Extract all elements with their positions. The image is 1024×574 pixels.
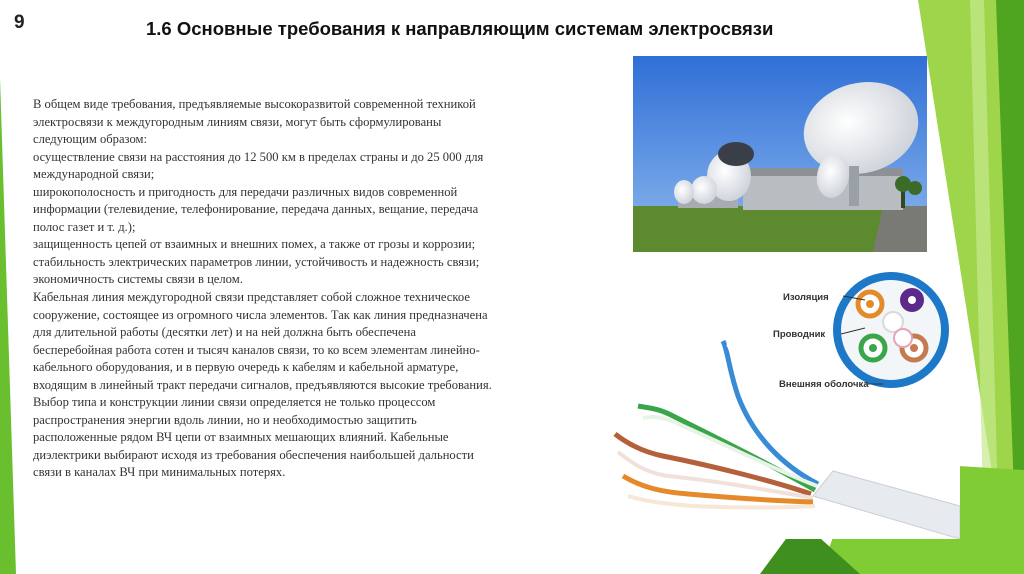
- body-line: В общем виде требования, предъявляемые высокоразвитой современной техникой: [33, 97, 476, 111]
- body-line: следующим образом:: [33, 132, 147, 147]
- body-line: информации (телевидение, телефонирование, передача данных, вещание, передача: [33, 202, 479, 217]
- body-line: диэлектрики выбирают исходя из требования обеспечения наибольшей дальности: [33, 447, 474, 462]
- body-line: широкополосность и пригодность для передачи различных видов современной: [33, 184, 458, 199]
- body-line: бесперебойная работа сотен и тысяч каналов связи, то ко всем элементам линейно-: [33, 342, 480, 357]
- slide-number: 9: [14, 12, 25, 33]
- body-line: электросвязи к междугородным линиям связи, могут быть сформулированы: [33, 114, 442, 129]
- body-text: [33, 96, 593, 482]
- cable-cross-section-image: [603, 266, 960, 539]
- body-line: защищенность цепей от взаимных и внешних помех, а также от грозы и коррозии;: [33, 237, 476, 252]
- body-line: связи в каналах ВЧ при минимальных потерях.: [33, 465, 286, 480]
- body-line: входящим в линейный тракт передачи сигналов, предъявляются высокие требования.: [33, 377, 492, 392]
- body-line: стабильность электрических параметров линии, устойчивость и надежность связи;: [33, 254, 480, 269]
- body-line: распространения энергии вдоль линии, но и необходимостью защитить: [33, 412, 417, 427]
- body-line: международной связи;: [33, 167, 155, 182]
- slide-title: 1.6 Основные требования к направляющим системам электросвязи: [146, 18, 774, 39]
- body-line: Кабельная линия междугородной связи представляет собой сложное техническое: [33, 290, 470, 305]
- satellite-dishes-illustration: [633, 56, 927, 252]
- body-line: кабельного оборудования, и в первую очередь к кабелям и кабельной арматуре,: [33, 360, 459, 375]
- cable-illustration: [603, 266, 960, 539]
- body-line: полос газет и т. д.);: [33, 219, 136, 234]
- body-line: расположенные рядом ВЧ цепи от взаимных мешающих влияний. Кабельные: [33, 430, 449, 445]
- body-line: осуществление связи на расстояния до 12 500 км в пределах страны и до 25 000 для: [33, 149, 484, 164]
- label-conductor: Проводник: [773, 329, 826, 340]
- body-line: Выбор типа и конструкции линии связи определяется не только процессом: [33, 395, 436, 410]
- body-line: экономичность системы связи в целом.: [33, 272, 243, 287]
- body-line: для длительной работы (десятки лет) и на ней должна быть обеспечена: [33, 325, 416, 340]
- body-line: сооружение, состоящее из огромного числа элементов. Так как линия предназначена: [33, 307, 488, 322]
- left-edge-green-stripe: [0, 78, 16, 574]
- label-insulation: Изоляция: [783, 292, 829, 303]
- satellite-dishes-photo: [633, 56, 927, 252]
- label-outer-sheath: Внешняя оболочка: [779, 379, 869, 390]
